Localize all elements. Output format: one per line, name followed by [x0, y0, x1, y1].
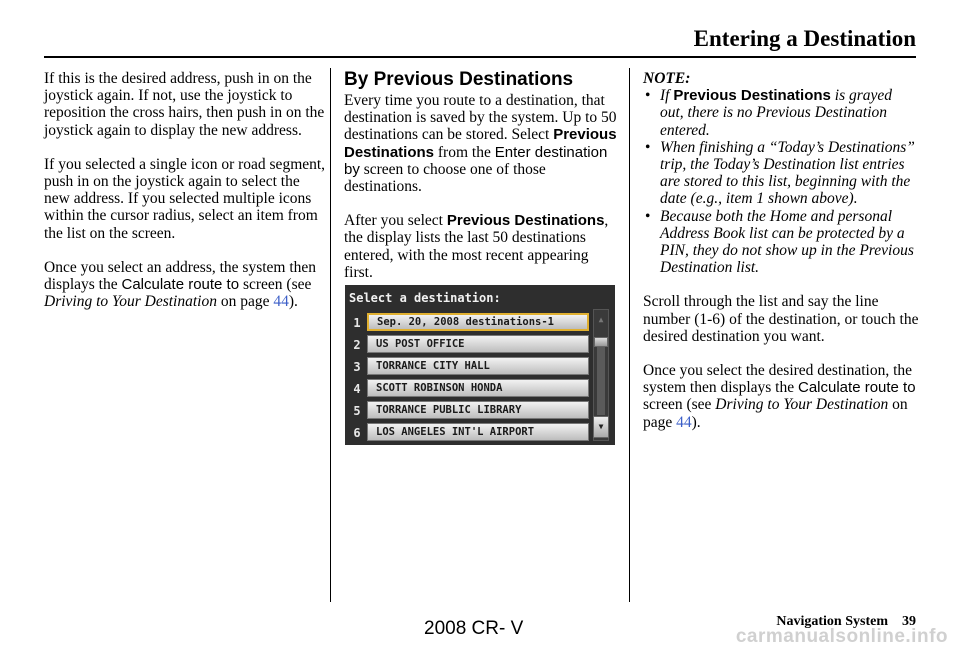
- page-link-44[interactable]: 44: [676, 413, 692, 431]
- row-number: 2: [353, 338, 361, 352]
- bullet-icon: •: [645, 138, 651, 156]
- paragraph-previous-destinations: [344, 92, 619, 195]
- text-fragment: Every time you route to a destination, that destination is saved by the system. Up to 50 destinations can be stored. Select: [344, 92, 617, 144]
- column-divider-1: [330, 68, 331, 602]
- watermark: carmanualsonline.info: [735, 626, 948, 647]
- text-fragment: is grayed out, there is no Previous Destination entered.: [660, 87, 893, 139]
- text-fragment: Once you select the desired destination, the system then displays the: [643, 362, 913, 397]
- paragraph-list-display: [344, 212, 619, 281]
- footer-section-name: Navigation System: [776, 614, 888, 629]
- navigation-screen-figure: [345, 285, 615, 445]
- row-number: 1: [353, 316, 361, 330]
- ui-term-previous-destinations: Previous Destinations: [446, 212, 605, 230]
- page-link-44[interactable]: 44: [273, 293, 289, 311]
- text-fragment: screen (see: [239, 276, 312, 294]
- paragraph-calculate-route: [44, 259, 326, 311]
- paragraph-select-icon: If you selected a single icon or road segment, push in on the joystick again to select the new address. If you selected multiple icons within the cursor radius, select an item from the list on the screen.: [44, 155, 326, 242]
- destination-item-2[interactable]: US POST OFFICE: [367, 335, 589, 353]
- ui-term-enter-destination-by: Enter destination by: [344, 143, 608, 178]
- text-fragment: from the: [434, 143, 495, 161]
- cross-reference: Driving to Your Destination: [44, 293, 217, 311]
- destination-item-4[interactable]: SCOTT ROBINSON HONDA: [367, 379, 589, 397]
- text-fragment: screen to choose one of those destinations.: [344, 160, 546, 196]
- model-label: 2008 CR- V: [424, 618, 524, 639]
- row-number: 5: [353, 404, 361, 418]
- text-fragment: Once you select an address, the system then displays the: [44, 258, 317, 294]
- text-fragment: screen (see: [643, 396, 716, 414]
- column-left: [44, 70, 326, 327]
- header-divider: [44, 56, 916, 58]
- page-number: 39: [902, 614, 916, 629]
- row-number: 6: [353, 426, 361, 440]
- note-item: [643, 139, 919, 208]
- ui-term-calculate-route: Calculate route to: [798, 379, 916, 397]
- paragraph-calculate-route: [643, 362, 919, 431]
- section-heading: By Previous Destinations: [344, 69, 574, 90]
- destination-item-1[interactable]: Sep. 20, 2008 destinations-1: [367, 313, 589, 331]
- text-fragment: ).: [288, 293, 298, 311]
- text-fragment: on page: [643, 396, 908, 431]
- column-right: [643, 70, 919, 448]
- scroll-track: [597, 347, 605, 415]
- note-item: [643, 87, 919, 139]
- column-divider-2: [629, 68, 630, 602]
- cross-reference: Driving to Your Destination: [715, 396, 889, 414]
- text-fragment: When finishing a “Today’s Destinations” trip, the Today’s Destination list entries are stored to this list, beginning with the date (e.g., item 1 shown above).: [660, 138, 915, 208]
- text-fragment: ).: [691, 413, 701, 431]
- text-fragment: Because both the Home and personal Address Book list can be protected by a PIN, they do not show up in the Previous Destination list.: [660, 207, 914, 277]
- row-number: 3: [353, 360, 361, 374]
- scroll-thumb[interactable]: [594, 337, 608, 347]
- destination-item-3[interactable]: TORRANCE CITY HALL: [367, 357, 589, 375]
- ui-term-previous-destinations: Previous Destinations: [344, 126, 617, 161]
- row-number: 4: [353, 382, 361, 396]
- text-fragment: , the display lists the last 50 destinations entered, with the most recent appearing first.: [344, 212, 609, 281]
- scroll-down-icon[interactable]: ▼: [593, 416, 609, 438]
- text-fragment: If: [660, 87, 674, 105]
- paragraph-scroll-list: Scroll through the list and say the line number (1-6) of the destination, or touch the desired destination you want.: [643, 293, 919, 345]
- ui-term-calculate-route: Calculate route to: [121, 276, 240, 294]
- column-middle: [344, 70, 619, 298]
- paragraph-confirm-address: If this is the desired address, push in on the joystick again. If not, use the joystick to reposition the cross hairs, then push in on the joystick again to display the new address.: [44, 70, 325, 139]
- text-fragment: After you select: [344, 212, 447, 230]
- scroll-up-icon[interactable]: ▲: [598, 315, 604, 324]
- ui-term-previous-destinations: Previous Destinations: [673, 87, 831, 105]
- destination-item-6[interactable]: LOS ANGELES INT'L AIRPORT: [367, 423, 589, 441]
- bullet-icon: •: [645, 87, 651, 105]
- bullet-icon: •: [645, 207, 651, 225]
- page-header-title: Entering a Destination: [693, 26, 916, 51]
- text-fragment: on page: [216, 293, 274, 311]
- note-item: [643, 208, 919, 277]
- screen-title: Select a destination:: [349, 291, 501, 305]
- destination-item-5[interactable]: TORRANCE PUBLIC LIBRARY: [367, 401, 589, 419]
- note-list: [643, 87, 919, 276]
- note-heading: NOTE:: [643, 70, 691, 87]
